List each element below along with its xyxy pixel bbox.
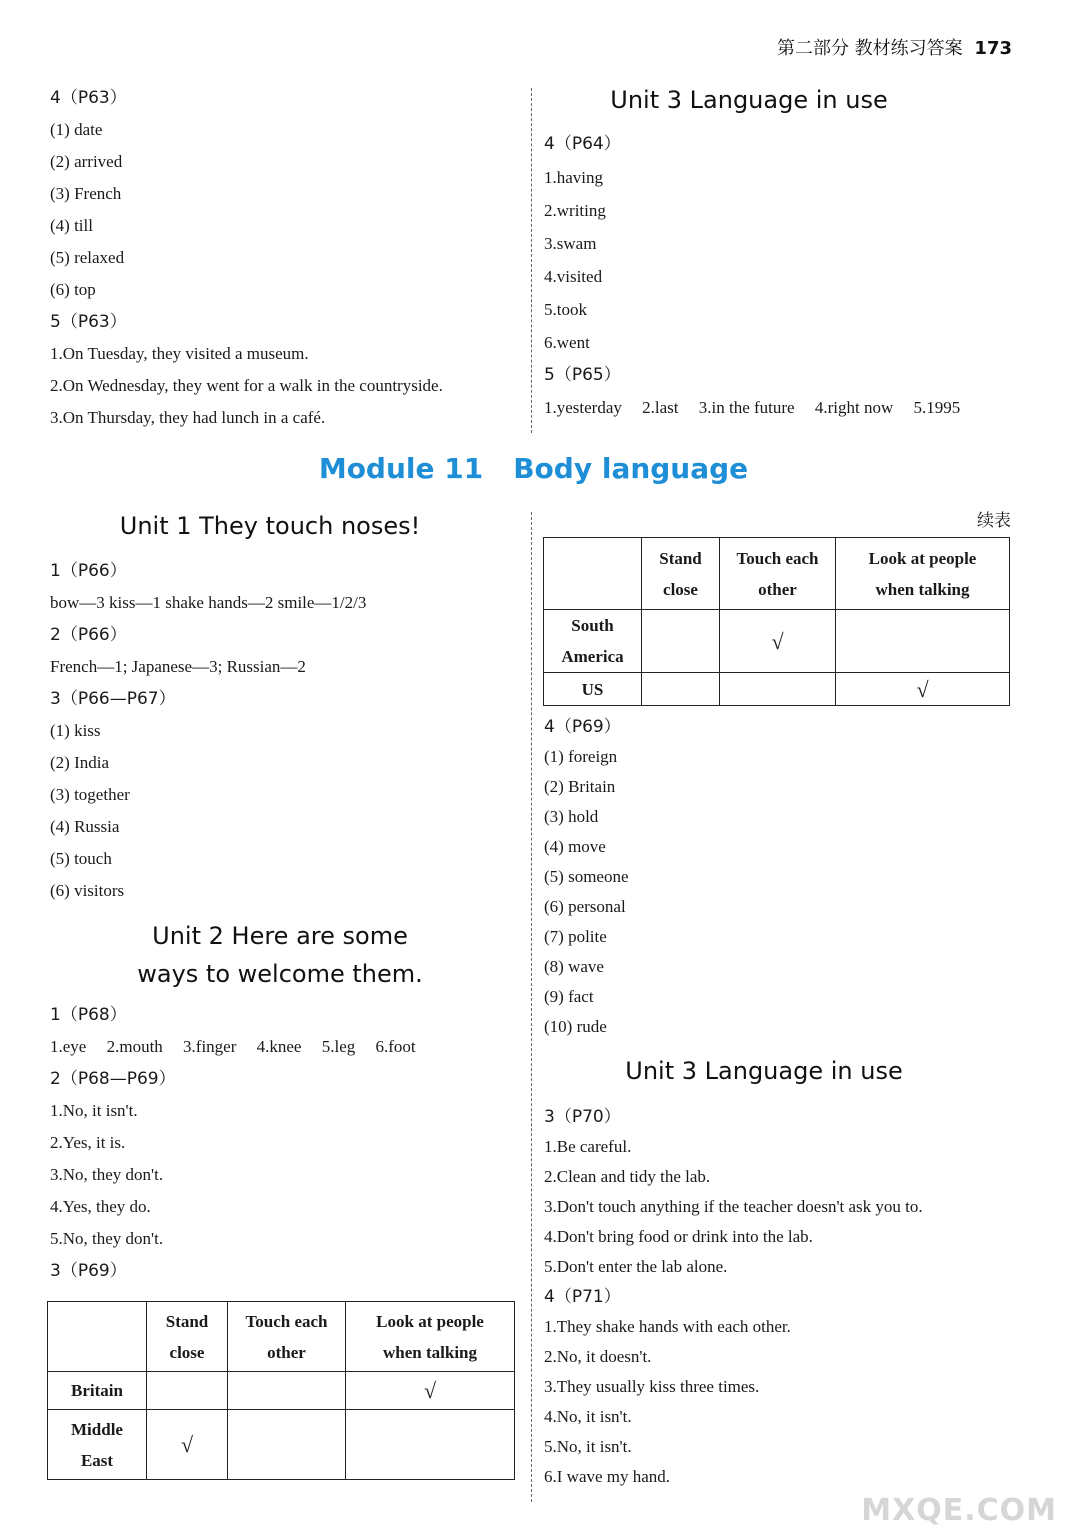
question-label: 4（P71） (544, 1287, 621, 1307)
answer-line: (1) date (50, 120, 103, 139)
answer-line: (10) rude (544, 1017, 607, 1036)
table-cell: √ (836, 673, 1010, 706)
answer-line: 5.Don't enter the lab alone. (544, 1257, 728, 1276)
table-header-cell (147, 1302, 228, 1372)
answer-item: 1.yesterday (544, 398, 622, 417)
answer-line: 2.Yes, it is. (50, 1133, 126, 1152)
answer-item: 2.last (642, 398, 679, 417)
answer-line: 1.having (544, 168, 604, 187)
question-label: 3（P70） (544, 1107, 621, 1127)
module-name: Body language (513, 452, 749, 485)
table-cell (228, 1372, 346, 1410)
module-title (0, 452, 1067, 485)
table-cell: √ (720, 610, 836, 673)
answer-line: (2) arrived (50, 152, 123, 171)
question-label: 4（P64） (544, 134, 621, 154)
answer-line: (7) polite (544, 927, 607, 946)
unit-title: Unit 3 Language in use (625, 1057, 903, 1085)
table-header-cell (48, 1302, 147, 1372)
answer-line: 5.No, it isn't. (544, 1437, 632, 1456)
answer-line: 5.No, they don't. (50, 1229, 164, 1248)
table-header-cell (642, 538, 720, 610)
continued-label: 续表 (977, 511, 1011, 531)
row-name-cell (48, 1410, 147, 1480)
answer-line: 1.They shake hands with each other. (544, 1317, 791, 1336)
table-row (48, 1410, 515, 1480)
answer-line: (3) hold (544, 807, 599, 826)
row-name-line: Middle (71, 1419, 123, 1439)
table-header-cell (720, 538, 836, 610)
table-row (48, 1372, 515, 1410)
page-header (777, 34, 1012, 60)
table-cell (228, 1410, 346, 1480)
answer-item: 4.knee (256, 1037, 302, 1056)
row-name-cell: US (544, 673, 642, 706)
table-cell (720, 673, 836, 706)
answer-line: (5) touch (50, 849, 112, 868)
answer-item: 3.finger (183, 1037, 237, 1056)
answer-line: (9) fact (544, 987, 594, 1006)
header-line: Look at people (868, 548, 977, 568)
watermark: MXQE.COM (861, 1493, 1057, 1528)
answer-line: (2) Britain (544, 777, 616, 796)
row-name-cell: Britain (48, 1372, 147, 1410)
answer-line: (6) visitors (50, 881, 125, 900)
table-cell: √ (346, 1372, 515, 1410)
header-section: 第二部分 教材练习答案 (776, 38, 963, 59)
answer-line: 4.Yes, they do. (50, 1197, 151, 1216)
answer-line: 2.No, it doesn't. (544, 1347, 652, 1366)
table-cell (642, 673, 720, 706)
answer-line: (1) kiss (50, 721, 101, 740)
bottom-right-column (544, 712, 1014, 1492)
module-number: Module 11 (318, 452, 484, 485)
header-line: Look at people (376, 1311, 484, 1331)
answer-line: (1) foreign (544, 747, 618, 766)
answer-line: 3.Don't touch anything if the teacher doesn't ask you to. (544, 1197, 923, 1216)
question-label: 1（P68） (50, 1005, 127, 1025)
answer-item: 5.leg (321, 1037, 356, 1056)
answer-line: 4.visited (544, 267, 603, 286)
header-line: Touch each (245, 1311, 328, 1331)
answer-line: 4.Don't bring food or drink into the lab. (544, 1227, 813, 1246)
unit-title: Unit 1 They touch noses! (119, 512, 421, 540)
header-line: close (663, 579, 698, 599)
answer-item: 5.1995 (913, 398, 961, 417)
table-row (544, 610, 1010, 673)
answer-item: 2.mouth (106, 1037, 163, 1056)
question-label: 2（P68—P69） (50, 1069, 176, 1089)
answer-line: (5) someone (544, 867, 629, 886)
question-label: 5（P63） (50, 312, 127, 332)
header-line: when talking (383, 1342, 477, 1362)
unit-title-line2: ways to welcome them. (137, 960, 423, 988)
answer-line: 5.took (544, 300, 587, 319)
table-cell (642, 610, 720, 673)
answer-line: bow—3 kiss—1 shake hands—2 smile—1/2/3 (50, 593, 367, 612)
header-line: close (169, 1342, 205, 1362)
greeting-table (47, 1301, 515, 1480)
answer-line: French—1; Japanese—3; Russian—2 (50, 657, 306, 676)
header-line: Touch each (736, 548, 819, 568)
table-header-cell (836, 538, 1010, 610)
answer-line: (4) move (544, 837, 606, 856)
question-label: 1（P66） (50, 561, 127, 581)
answer-line: 3.On Thursday, they had lunch in a café. (50, 408, 326, 427)
question-label: 3（P66—P67） (50, 689, 176, 709)
answer-line: 4.No, it isn't. (544, 1407, 632, 1426)
row-name-line: America (561, 647, 624, 666)
table-header-cell (346, 1302, 515, 1372)
table-header-row (544, 538, 1010, 610)
answer-line: 1.No, it isn't. (50, 1101, 138, 1120)
table-row (544, 673, 1010, 706)
question-label: 5（P65） (544, 365, 621, 385)
answer-row (544, 392, 1014, 424)
answer-line: (3) together (50, 785, 130, 804)
answer-row (50, 1031, 520, 1063)
table-header-row (48, 1302, 515, 1372)
answer-line: (4) Russia (50, 817, 120, 836)
table-cell: √ (147, 1410, 228, 1480)
header-line: when talking (875, 579, 970, 599)
header-line: Stand (659, 548, 702, 568)
bottom-left-column (50, 506, 520, 1287)
answer-line: (8) wave (544, 957, 604, 976)
answer-item: 4.right now (814, 398, 894, 417)
header-line: other (267, 1342, 306, 1362)
row-name-cell (544, 610, 642, 673)
page-number: 173 (974, 38, 1012, 59)
column-divider-top (531, 88, 532, 433)
question-label: 3（P69） (50, 1261, 127, 1281)
question-label: 4（P63） (50, 88, 127, 108)
table-cell (147, 1372, 228, 1410)
header-line: other (758, 579, 797, 599)
answer-line: (5) relaxed (50, 248, 125, 267)
table-header-cell (228, 1302, 346, 1372)
answer-line: 3.swam (544, 234, 597, 253)
answer-line: (4) till (50, 216, 93, 235)
answer-line: 2.Clean and tidy the lab. (544, 1167, 711, 1186)
answer-line: 2.On Wednesday, they went for a walk in the countryside. (50, 376, 443, 395)
row-name-line: South (571, 616, 614, 635)
answer-line: 1.On Tuesday, they visited a museum. (50, 344, 309, 363)
answer-line: 2.writing (544, 201, 606, 220)
table-cell (346, 1410, 515, 1480)
answer-line: (2) India (50, 753, 110, 772)
table-cell (836, 610, 1010, 673)
greeting-table-continued (543, 537, 1010, 706)
top-right-column (544, 80, 1014, 424)
top-left-column (50, 82, 520, 434)
answer-item: 6.foot (375, 1037, 416, 1056)
answer-item: 1.eye (50, 1037, 87, 1056)
column-divider-bottom (531, 512, 532, 1502)
row-name-line: East (80, 1450, 114, 1470)
unit-title: Unit 2 Here are some (152, 922, 408, 950)
table-header-cell (544, 538, 642, 610)
unit-title: Unit 3 Language in use (610, 86, 888, 114)
answer-line: (6) top (50, 280, 96, 299)
answer-line: (3) French (50, 184, 122, 203)
answer-line: 1.Be careful. (544, 1137, 632, 1156)
answer-line: (6) personal (544, 897, 626, 916)
question-label: 2（P66） (50, 625, 127, 645)
header-line: Stand (165, 1311, 209, 1331)
answer-line: 3.No, they don't. (50, 1165, 164, 1184)
answer-line: 6.went (544, 333, 590, 352)
question-label: 4（P69） (544, 717, 621, 737)
answer-line: 6.I wave my hand. (544, 1467, 671, 1486)
answer-line: 3.They usually kiss three times. (544, 1377, 760, 1396)
answer-item: 3.in the future (698, 398, 795, 417)
